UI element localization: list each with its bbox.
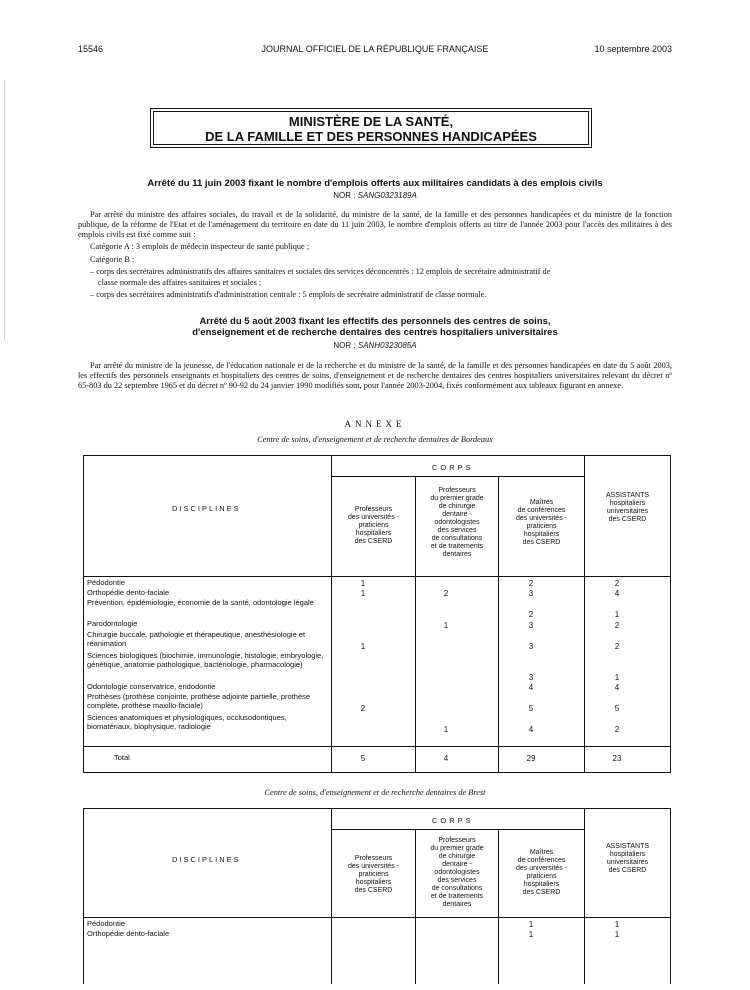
cell-value: 2 [528, 610, 534, 619]
table1-caption: Centre de soins, d'enseignement et de recherche dentaires de Bordeaux [257, 435, 493, 444]
total-label: Total [114, 753, 130, 762]
cell-value: 2 [360, 704, 366, 713]
cell-value: 2 [614, 621, 620, 630]
category-a: Catégorie A : 3 emplois de médecin inspecteur de santé publique ; [90, 242, 310, 251]
row-label: Prévention, épidémiologie, économie de la santé, odontologie légale [87, 598, 314, 607]
decree2-nor [80, 341, 670, 350]
ministry-line-1: MINISTÈRE DE LA SANTÉ, [288, 114, 454, 129]
header-col-1: Professeurs des universités - praticiens hospitaliers des CSERD [348, 506, 399, 545]
margin-rule [4, 80, 5, 340]
nor-code: SANG0323189A [357, 191, 417, 200]
cell-value: 5 [528, 704, 534, 713]
cell-value: 3 [528, 589, 534, 598]
row-label: Prothèses (prothèse conjointe, prothèse adjointe partielle, prothèse complète, prothèse maxillo-faciale) [87, 692, 311, 710]
cell-value: 2 [614, 725, 620, 734]
table-brest [83, 808, 671, 984]
header-corps: CORPS [432, 463, 474, 472]
nor-code: SANH0323085A [357, 341, 417, 350]
header-col-4: ASSISTANTS hospitaliers universitaires des CSERD [605, 843, 650, 874]
cell-value: 1 [360, 642, 366, 651]
header-col-4: ASSISTANTS hospitaliers universitaires des CSERD [605, 492, 650, 523]
cell-value: 4 [528, 683, 534, 692]
header-col-2: Professeurs du premier grade de chirurgie dentaire - odontologistes des services de consultations et de traitements dentaires [430, 487, 484, 558]
cell-value: 2 [528, 579, 534, 588]
cell-value: 1 [360, 579, 366, 588]
row-label: Orthopédie dento-faciale [87, 929, 170, 938]
total-value: 29 [526, 754, 536, 763]
issue-date: 10 septembre 2003 [594, 44, 672, 54]
row-label: Parodontologie [87, 619, 138, 628]
row-label: Chirurgie buccale, pathologie et thérapeutique, anesthésiologie et réanimation [87, 630, 306, 648]
cell-value: 1 [443, 725, 449, 734]
row-label: Orthopédie dento-faciale [87, 588, 170, 597]
cell-value: 3 [528, 673, 534, 682]
header-col-3: Maîtres de conférences des universités - praticiens hospitaliers des CSERD [516, 499, 567, 546]
total-value: 23 [612, 754, 622, 763]
cell-value: 1 [528, 930, 534, 939]
header-col-2: Professeurs du premier grade de chirurgie dentaire - odontologistes des services de consultations et de traitements dentaires [430, 837, 484, 908]
cell-value: 2 [614, 579, 620, 588]
row-label: Sciences anatomiques et physiologiques, occlusodontiques, biomatériaux, biophysique, radiologie [87, 713, 287, 731]
cell-value: 1 [614, 920, 620, 929]
table2-caption: Centre de soins, d'enseignement et de recherche dentaires de Brest [264, 788, 486, 797]
annexe-heading: ANNEXE [344, 419, 406, 429]
total-value: 4 [443, 754, 449, 763]
cell-value: 2 [443, 589, 449, 598]
decree2-paragraph: Par arrêté du ministre de la jeunesse, de l'éducation nationale et de la recherche et du ministre de la santé, de la famille et des personnes handicapées en date du 5 août 2003, les effectifs des personnels enseignants et hospitaliers des centres de soins, d'enseignement et de recherche dentaires des centres hospitaliers universitaires relevant du décret nº 65-803 du 22 septembre 1965 et du décret nº 90-92 du 24 janvier 1990 modifiés sont, pour l'année 2003-2004, fixés conformément aux tableaux figurant en annexe. [78, 361, 672, 390]
row-label: Odontologie conservatrice, endodontie [87, 682, 216, 691]
row-label: Sciences biologiques (biochimie, immunologie, histologie, embryologie, génétique, anatomie pathologique, bactériologie, pharmacologie) [87, 651, 324, 669]
dash-item-2: – corps des secrétaires administratifs d'administration centrale : 5 emplois de secrétaire administratif de classe normale. [90, 290, 487, 299]
cell-value: 4 [614, 589, 620, 598]
cell-value: 3 [528, 642, 534, 651]
ministry-box [150, 108, 592, 148]
decree2-title: Arrêté du 5 août 2003 fixant les effectifs des personnels des centres de soins, d'enseignement et de recherche dentaires des centres hospitaliers universitaires [192, 316, 558, 338]
header-corps: CORPS [432, 816, 474, 825]
cell-value: 1 [614, 673, 620, 682]
cell-value: 3 [528, 621, 534, 630]
nor-label: NOR : [333, 341, 356, 350]
cell-value: 1 [528, 920, 534, 929]
decree1-nor [80, 191, 670, 200]
table-bordeaux [83, 455, 671, 773]
header-disciplines: DISCIPLINES [172, 504, 241, 513]
page-number: 15546 [78, 44, 104, 54]
row-label: Pédodontie [87, 578, 125, 587]
nor-label: NOR : [333, 191, 356, 200]
cell-value: 1 [360, 589, 366, 598]
cell-value: 1 [443, 621, 449, 630]
ministry-line-2: DE LA FAMILLE ET DES PERSONNES HANDICAPÉES [205, 129, 537, 144]
header-disciplines: DISCIPLINES [172, 855, 241, 864]
decree1-paragraph: Par arrêté du ministre des affaires sociales, du travail et de la solidarité, du ministre de la santé, de la famille et des personnes handicapées et du ministre de la fonction publique, de la réforme de l'Etat et de l'aménagement du territoire en date du 11 juin 2003, le nombre d'emplois offerts au titre de l'année 2003 pour l'accès des militaires à des emplois civils est fixé comme suit : [78, 210, 672, 239]
row-label: Pédodontie [87, 919, 125, 928]
cell-value: 1 [614, 610, 620, 619]
header-col-1: Professeurs des universités - praticiens hospitaliers des CSERD [348, 855, 399, 894]
dash-item-1-cont: classe normale des affaires sanitaires et sociales ; [98, 278, 262, 287]
header-col-3: Maîtres de conférences des universités - praticiens hospitaliers des CSERD [516, 849, 567, 896]
cell-value: 2 [614, 642, 620, 651]
dash-item-1: – corps des secrétaires administratifs des affaires sanitaires et sociales des services déconcentrés : 12 emplois de secrétaire administratif de [90, 267, 551, 276]
category-b: Catégorie B : [90, 255, 135, 264]
decree1-title: Arrêté du 11 juin 2003 fixant le nombre d'emplois offerts aux militaires candidats à des emplois civils [147, 178, 603, 189]
cell-value: 1 [614, 930, 620, 939]
journal-title: JOURNAL OFFICIEL DE LA RÉPUBLIQUE FRANÇAISE [261, 44, 489, 54]
cell-value: 4 [614, 683, 620, 692]
cell-value: 4 [528, 725, 534, 734]
cell-value: 5 [614, 704, 620, 713]
total-value: 5 [360, 754, 366, 763]
